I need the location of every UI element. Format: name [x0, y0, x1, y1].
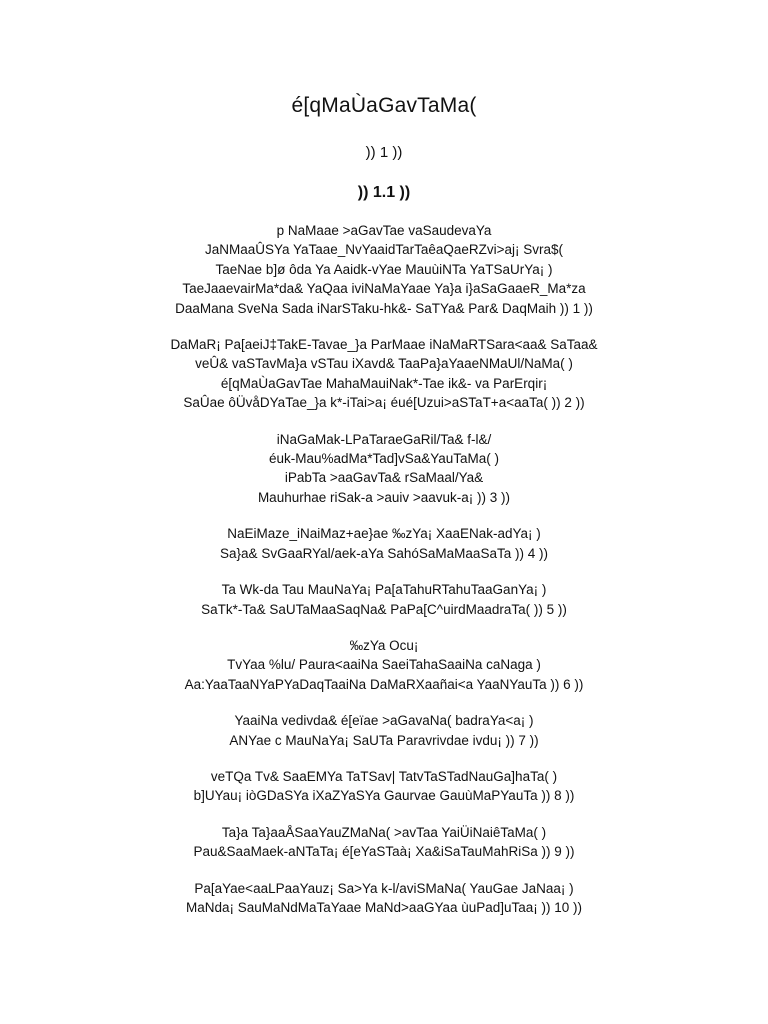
verse-line: ANYae c MauNaYa¡ SaUTa Paravrivdae ivdu¡ )) 7 ))	[229, 732, 539, 748]
verse-2	[0, 335, 768, 413]
verse-line: Mauhurhae riSak-a >auiv >aavuk-a¡ )) 3 ))	[257, 489, 511, 505]
verse-6	[0, 636, 768, 694]
verse-line: é[qMaÙaGavTae MahaMauiNak*-Tae ik&- va ParErqir¡	[220, 375, 548, 391]
verse-line: TaeNae b]ø ôda Ya Aaidk-vYae MauùiNTa YaTSaUrYa¡ )	[215, 261, 553, 277]
verse-line: Pau&SaaMaek-aNTaTa¡ é[eYaSTaà¡ Xa&iSaTauMahRiSa )) 9 ))	[193, 844, 575, 860]
verse-line: Aa:YaaTaaNYaPYaDaqTaaiNa DaMaRXaañai<a YaaNYauTa )) 6 ))	[184, 676, 584, 692]
verse-8	[0, 767, 768, 806]
verse-line: Sa}a& SvGaaRYal/aek-aYa SahóSaMaMaaSaTa )) 4 ))	[220, 545, 548, 561]
verse-line: TaeJaaevairMa*da& YaQaa iviNaMaYaae Ya}a i}aSaGaaeR_Ma*za	[182, 281, 586, 297]
verse-1	[0, 221, 768, 318]
verse-body	[0, 221, 768, 934]
verse-line: iNaGaMak-LPaTaraeGaRil/Ta& f-l&/	[276, 431, 492, 447]
verse-line: DaaMana SveNa Sada iNarSTaku-hk&- SaTYa& Par& DaqMaih )) 1 ))	[175, 300, 593, 316]
verse-line: TvYaa %lu/ Paura<aaiNa SaeiTahaSaaiNa caNaga )	[227, 657, 541, 673]
verse-7	[0, 711, 768, 750]
verse-4	[0, 524, 768, 563]
verse-line: DaMaR¡ Pa[aeiJ‡TakE-Tavae_}a ParMaae iNaMaRTSara<aa& SaTaa&	[170, 337, 598, 353]
document-title: é[qMaÙaGavTaMa(	[291, 94, 477, 117]
verse-line: éuk-Mau%adMa*Tad]vSa&YauTaMa( )	[268, 451, 500, 467]
verse-line: JaNMaaÛSYa YaTaae_NvYaaidTarTaêaQaeRZvi>aj¡ Svra$(	[204, 242, 564, 258]
verse-line: SaTk*-Ta& SaUTaMaaSaqNa& PaPa[C^uirdMaadraTa( )) 5 ))	[201, 601, 567, 617]
verse-line: Ta}a Ta}aaÅSaaYauZMaNa( >avTaa YaiÜiNaiêTaMa( )	[221, 824, 547, 840]
verse-10	[0, 879, 768, 918]
verse-line: Pa[aYae<aaLPaaYauz¡ Sa>Ya k-l/aviSMaNa( YauGae JaNaa¡ )	[194, 880, 574, 896]
verse-line: SaÛae ôÜvåDYaTae_}a k*-iTai>a¡ éué[Uzui>aSTaT+a<aaTa( )) 2 ))	[183, 395, 585, 411]
verse-line: b]UYau¡ iòGDaSYa iXaZYaSYa Gaurvae GauùMaPYauTa )) 8 ))	[193, 788, 575, 804]
verse-5	[0, 580, 768, 619]
verse-line: iPabTa >aaGavTa& rSaMaal/Ya&	[284, 470, 484, 486]
verse-9	[0, 823, 768, 862]
verse-line: veTQa Tv& SaaEMYa TaTSav| TatvTaSTadNauGa]haTa( )	[210, 768, 558, 784]
verse-line: MaNda¡ SauMaNdMaTaYaae MaNd>aaGYaa ùuPad]uTaa¡ )) 10 ))	[185, 899, 583, 915]
verse-line: NaEiMaze_iNaiMaz+ae}ae ‰zYa¡ XaaENak-adYa¡ )	[227, 526, 541, 542]
verse-line: Ta Wk-da Tau MauNaYa¡ Pa[aTahuRTahuTaaGanYa¡ )	[221, 582, 547, 598]
verse-line: veÛ& vaSTavMa}a vSTau iXavd& TaaPa}aYaaeNMaUl/NaMa( )	[195, 356, 573, 372]
part-marker: )) 1 ))	[365, 144, 403, 161]
verse-line: p NaMaae >aGavTae vaSaudevaYa	[276, 223, 492, 238]
chapter-marker: )) 1.1 ))	[357, 184, 411, 201]
verse-3	[0, 430, 768, 508]
verse-line: ‰zYa Ocu¡	[349, 637, 419, 653]
verse-line: YaaiNa vedivda& é[eïae >aGavaNa( badraYa<a¡ )	[234, 713, 534, 729]
